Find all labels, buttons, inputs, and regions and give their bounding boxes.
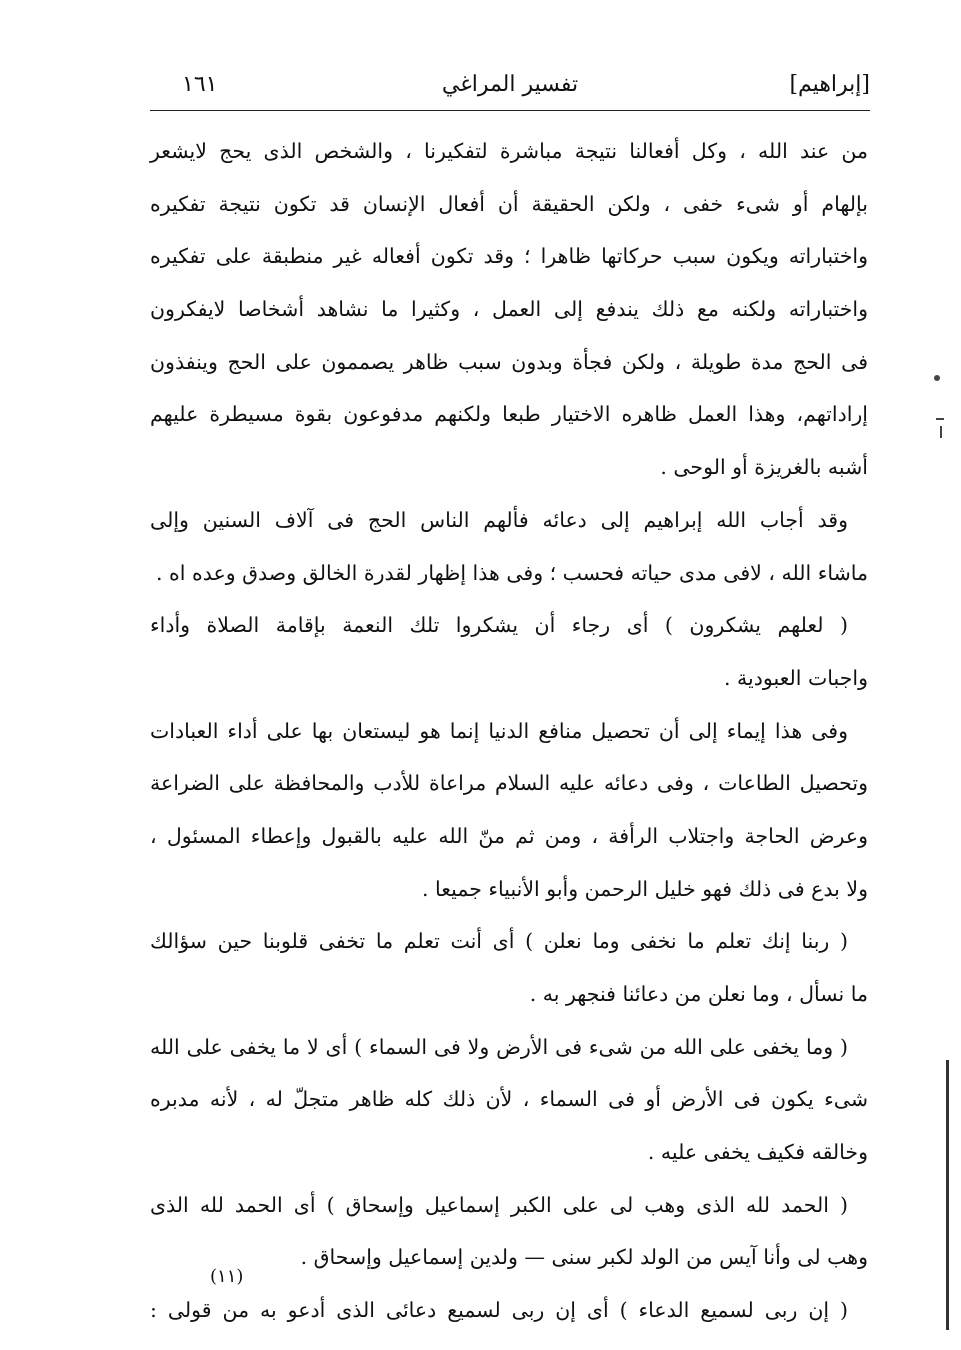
text-line: واختباراته ولكنه مع ذلك يندفع إلى العمل ، وكثيرا ما نشاهد أشخاصا لايفكرون [150, 297, 868, 322]
body-text [150, 138, 868, 1350]
scan-speck [934, 375, 940, 381]
text-line: من عند الله ، وكل أفعالنا نتيجة مباشرة لتفكيرنا ، والشخص الذى يحج لايشعر [150, 139, 868, 163]
text-line: واختباراته ويكون سبب حركاتها ظاهرا ؛ وقد تكون أفعاله غير منطبقة على تفكيره [150, 244, 868, 269]
text-line: ( ربنا إنك تعلم ما نخفى وما نعلن ) أى أنت تعلم ما تخفى قلوبنا حين سؤالك [150, 929, 848, 954]
text-line: أشبه بالغريزة أو الوحى . [660, 455, 868, 480]
scan-speck [940, 426, 942, 438]
book-title: تفسير المراغي [441, 72, 579, 97]
scan-speck [936, 418, 944, 420]
signature-mark: (١١) [210, 1266, 244, 1287]
text-line: إراداتهم، وهذا العمل ظاهره الاختيار طبعا ولكنهم مدفوعون بقوة مسيطرة عليهم [150, 402, 868, 427]
chapter-title: [إبراهيم] [789, 72, 870, 97]
text-line: ( الحمد لله الذى وهب لى على الكبر إسماعيل وإسحاق ) أى الحمد لله الذى [150, 1192, 848, 1217]
text-line: وقد أجاب الله إبراهيم إلى دعائه فألهم الناس الحج فى آلاف السنين وإلى [150, 507, 848, 532]
text-line: وعرض الحاجة واجتلاب الرأفة ، ومن ثم منّ الله عليه بالقبول وإعطاء المسئول ، [150, 823, 868, 848]
text-line: وفى هذا إيماء إلى أن تحصيل منافع الدنيا إنما هو ليستعان بها على أداء العبادات [150, 718, 848, 743]
text-line: ماشاء الله ، لافى مدى حياته فحسب ؛ وفى هذا إظهار لقدرة الخالق وصدق وعده اه . [155, 560, 868, 585]
text-line: وتحصيل الطاعات ، وفى دعائه عليه السلام مراعاة للأدب والمحافظة على الضراعة [150, 771, 868, 796]
text-line: بإلهام أو شىء خفى ، ولكن الحقيقة أن أفعال الإنسان قد تكون نتيجة تفكيره [150, 191, 868, 216]
scan-edge [946, 1060, 949, 1330]
text-line: وخالقه فكيف يخفى عليه . [647, 1140, 868, 1165]
text-line: وهب لى وأنا آيس من الولد لكبر سنى — ولدين إسماعيل وإسحاق . [300, 1245, 868, 1270]
text-line: ( إن ربى لسميع الدعاء ) أى إن ربى لسميع دعائى الذى أدعو به من قولى : [150, 1298, 848, 1323]
text-line: شىء يكون فى الأرض أو فى السماء ، لأن ذلك كله ظاهر متجلّ له ، لأنه مدبره [150, 1087, 868, 1112]
text-line: ( وما يخفى على الله من شىء فى الأرض ولا فى السماء ) أى لا ما يخفى على الله [150, 1034, 848, 1059]
text-line: ( لعلهم يشكرون ) أى رجاء أن يشكروا تلك النعمة بإقامة الصلاة وأداء [150, 613, 848, 638]
header-rule [150, 110, 870, 111]
text-line: واجبات العبودية . [724, 665, 868, 690]
running-header [150, 66, 870, 104]
page-number: ١٦١ [182, 72, 218, 97]
text-line: فى الحج مدة طويلة ، ولكن فجأة وبدون سبب ظاهر يصممون على الحج وينفذون [150, 349, 868, 374]
text-line: ولا بدع فى ذلك فهو خليل الرحمن وأبو الأنبياء جميعا . [422, 876, 868, 901]
text-line: ما نسأل ، وما نعلن من دعائنا فنجهر به . [529, 982, 868, 1006]
